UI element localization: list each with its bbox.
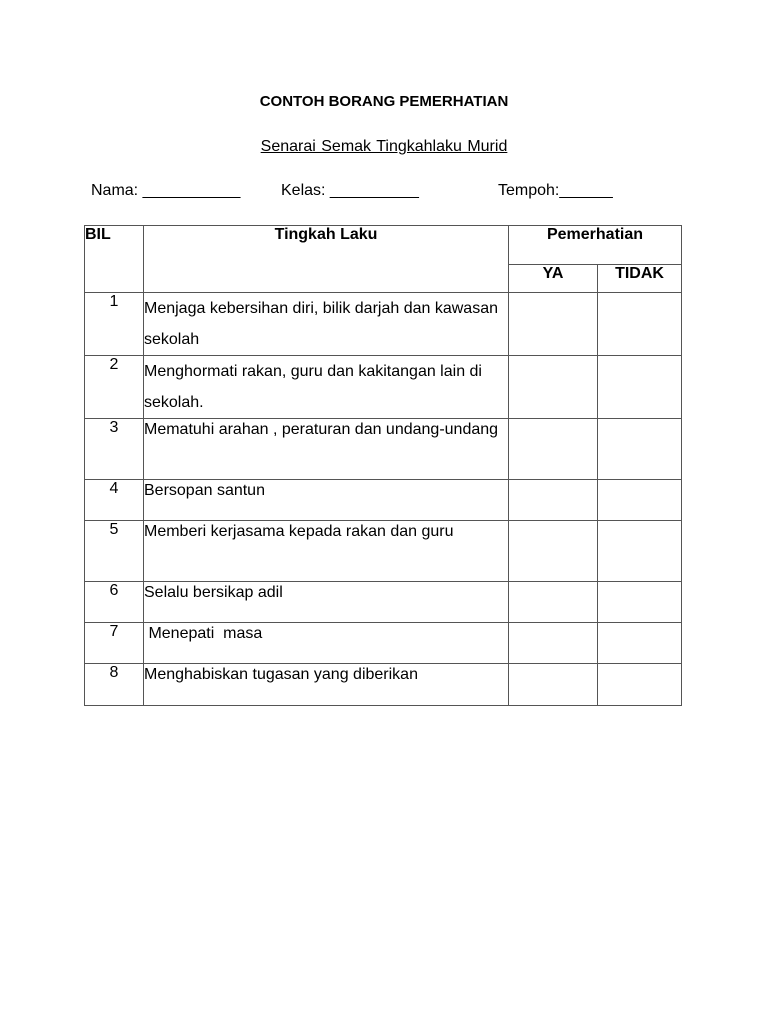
ya-checkbox-cell[interactable] xyxy=(509,293,598,356)
tempoh-field: Tempoh:______ xyxy=(498,182,613,199)
row-behaviour: Memberi kerjasama kepada rakan dan guru xyxy=(144,521,509,582)
tidak-checkbox-cell[interactable] xyxy=(598,623,682,664)
ya-checkbox-cell[interactable] xyxy=(509,521,598,582)
header-ya: YA xyxy=(509,265,598,293)
row-behaviour: Menepati masa xyxy=(144,623,509,664)
tidak-checkbox-cell[interactable] xyxy=(598,293,682,356)
row-number: 1 xyxy=(85,293,144,356)
ya-checkbox-cell[interactable] xyxy=(509,480,598,521)
document-subtitle: Senarai Semak Tingkahlaku Murid xyxy=(260,138,508,155)
row-number: 5 xyxy=(85,521,144,582)
row-behaviour: Menjaga kebersihan diri, bilik darjah dan kawasan sekolah xyxy=(144,293,509,356)
tidak-checkbox-cell[interactable] xyxy=(598,664,682,706)
document-title: CONTOH BORANG PEMERHATIAN xyxy=(259,93,509,110)
table-row xyxy=(85,480,682,521)
header-bil: BIL xyxy=(85,226,144,293)
tidak-checkbox-cell[interactable] xyxy=(598,582,682,623)
table-row xyxy=(85,582,682,623)
row-behaviour: Selalu bersikap adil xyxy=(144,582,509,623)
table-row xyxy=(85,664,682,706)
row-number: 8 xyxy=(85,664,144,706)
tidak-checkbox-cell[interactable] xyxy=(598,480,682,521)
table-row xyxy=(85,293,682,356)
ya-checkbox-cell[interactable] xyxy=(509,582,598,623)
table-row xyxy=(85,521,682,582)
header-tidak: TIDAK xyxy=(598,265,682,293)
row-number: 6 xyxy=(85,582,144,623)
table-header-row xyxy=(85,226,682,265)
row-behaviour: Menghabiskan tugasan yang diberikan xyxy=(144,664,509,706)
kelas-field: Kelas: __________ xyxy=(281,182,419,199)
ya-checkbox-cell[interactable] xyxy=(509,356,598,419)
row-number: 3 xyxy=(85,419,144,480)
tidak-checkbox-cell[interactable] xyxy=(598,521,682,582)
table-row xyxy=(85,623,682,664)
row-number: 7 xyxy=(85,623,144,664)
row-behaviour: Menghormati rakan, guru dan kakitangan lain di sekolah. xyxy=(144,356,509,419)
ya-checkbox-cell[interactable] xyxy=(509,664,598,706)
table-row xyxy=(85,356,682,419)
tidak-checkbox-cell[interactable] xyxy=(598,419,682,480)
header-pemerhatian: Pemerhatian xyxy=(509,226,682,265)
ya-checkbox-cell[interactable] xyxy=(509,419,598,480)
row-number: 2 xyxy=(85,356,144,419)
table-row xyxy=(85,419,682,480)
nama-field: Nama: ___________ xyxy=(91,182,241,199)
row-number: 4 xyxy=(85,480,144,521)
header-tingkah-laku: Tingkah Laku xyxy=(144,226,509,293)
row-behaviour: Mematuhi arahan , peraturan dan undang-undang xyxy=(144,419,509,480)
observation-table xyxy=(84,225,682,706)
row-behaviour: Bersopan santun xyxy=(144,480,509,521)
tidak-checkbox-cell[interactable] xyxy=(598,356,682,419)
ya-checkbox-cell[interactable] xyxy=(509,623,598,664)
